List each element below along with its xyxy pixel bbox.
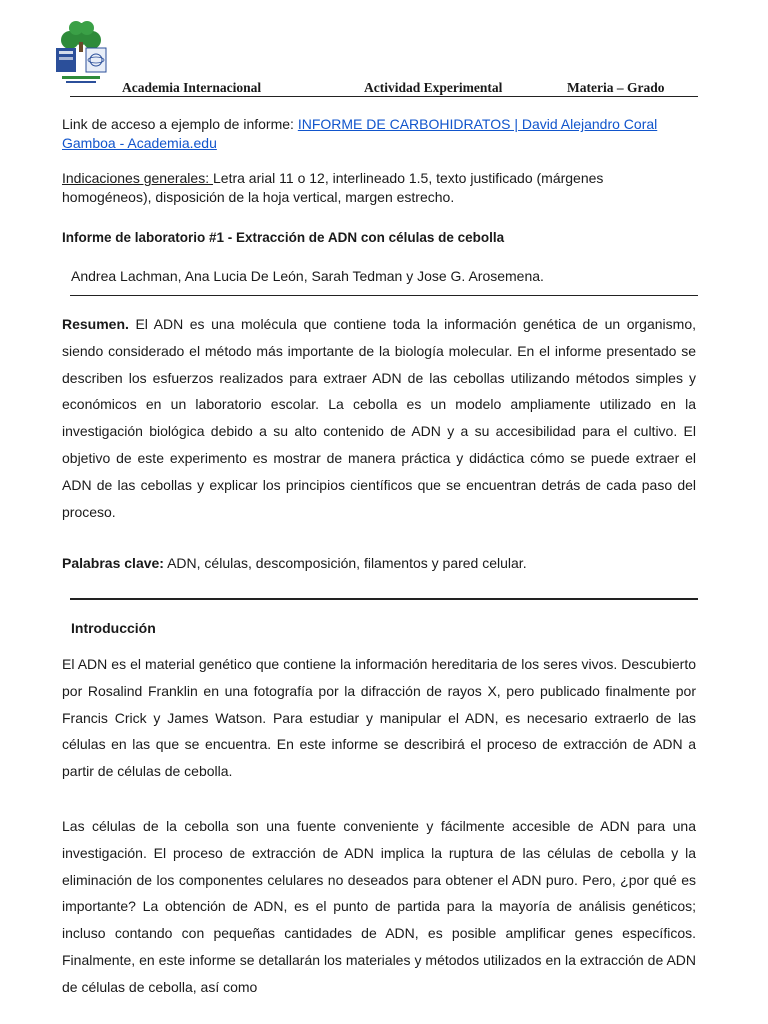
link-prefix: Link de acceso a ejemplo de informe: <box>62 116 298 132</box>
divider-line <box>70 598 698 600</box>
divider-line <box>70 295 698 296</box>
report-authors: Andrea Lachman, Ana Lucia De León, Sarah Tedman y Jose G. Arosemena. <box>71 268 544 284</box>
link-paragraph <box>62 115 696 153</box>
intro-paragraph-2: Las células de la cebolla son una fuente conveniente y fácilmente accesible de ADN para una investigación. El proceso de extracción de ADN implica la ruptura de las células de cebolla y la eliminación de los componentes celulares no deseados para obtener el ADN puro. Pero, ¿por qué es importante? La obtención de ADN, es el punto de partida para la mayoría de análisis genéticos; incluso contando con pequeñas cantidades de ADN, es posible amplificar genes específicos. Finalmente, en este informe se detallarán los materiales y métodos utilizados en la extracción de ADN de células de cebolla, así como <box>62 818 696 995</box>
resumen-label: Resumen. <box>62 316 129 332</box>
header-school: Academia Internacional <box>122 80 262 95</box>
example-report-link[interactable]: INFORME DE CARBOHIDRATOS | David Alejandro Coral Gamboa - Academia.edu <box>62 116 658 151</box>
keywords-label: Palabras clave: <box>62 555 164 571</box>
resumen-text: El ADN es una molécula que contiene toda la información genética de un organismo, siendo considerado el método más importante de la biología molecular. En el informe presentado se describen los esfuerzos realizados para extraer ADN de las cebollas utilizando métodos simples y económicos en un laboratorio escolar. La cebolla es un modelo ampliamente utilizado en la investigación biológica debido a su alto contenido de ADN y a su accesibilidad para el cultivo. El objetivo de este experimento es mostrar de manera práctica y didáctica cómo se puede extraer el ADN de las cebollas y explicar los principios científicos que se encuentran detrás de cada paso del proceso. <box>62 316 696 520</box>
intro-heading: Introducción <box>71 620 156 636</box>
keywords-line <box>62 555 527 571</box>
header-subject-grade: Materia – Grado <box>567 80 665 95</box>
indicaciones-paragraph <box>62 169 696 207</box>
academia-tree-logo-icon <box>52 20 110 88</box>
indicaciones-label: Indicaciones generales: <box>62 170 213 186</box>
intro-paragraph-1: El ADN es el material genético que contiene la información hereditaria de los seres vivos. Descubierto por Rosalind Franklin en una fotografía por la difracción de rayos X, pero publicado finalmente por Francis Crick y James Watson. Para estudiar y manipular el ADN, es necesario extraerlo de las células en las que se encuentra. En este informe se describirá el proceso de extracción de ADN a partir de células de cebolla. <box>62 656 696 780</box>
page-header <box>70 80 698 97</box>
resumen-paragraph <box>62 311 696 525</box>
report-title: Informe de laboratorio #1 - Extracción de ADN con células de cebolla <box>62 230 505 245</box>
keywords-text: ADN, células, descomposición, filamentos y pared celular. <box>163 555 527 571</box>
header-activity: Actividad Experimental <box>364 80 503 95</box>
indicaciones-text: Letra arial 11 o 12, interlineado 1.5, texto justificado (márgenes homogéneos), disposición de la hoja vertical, margen estrecho. <box>62 170 604 205</box>
